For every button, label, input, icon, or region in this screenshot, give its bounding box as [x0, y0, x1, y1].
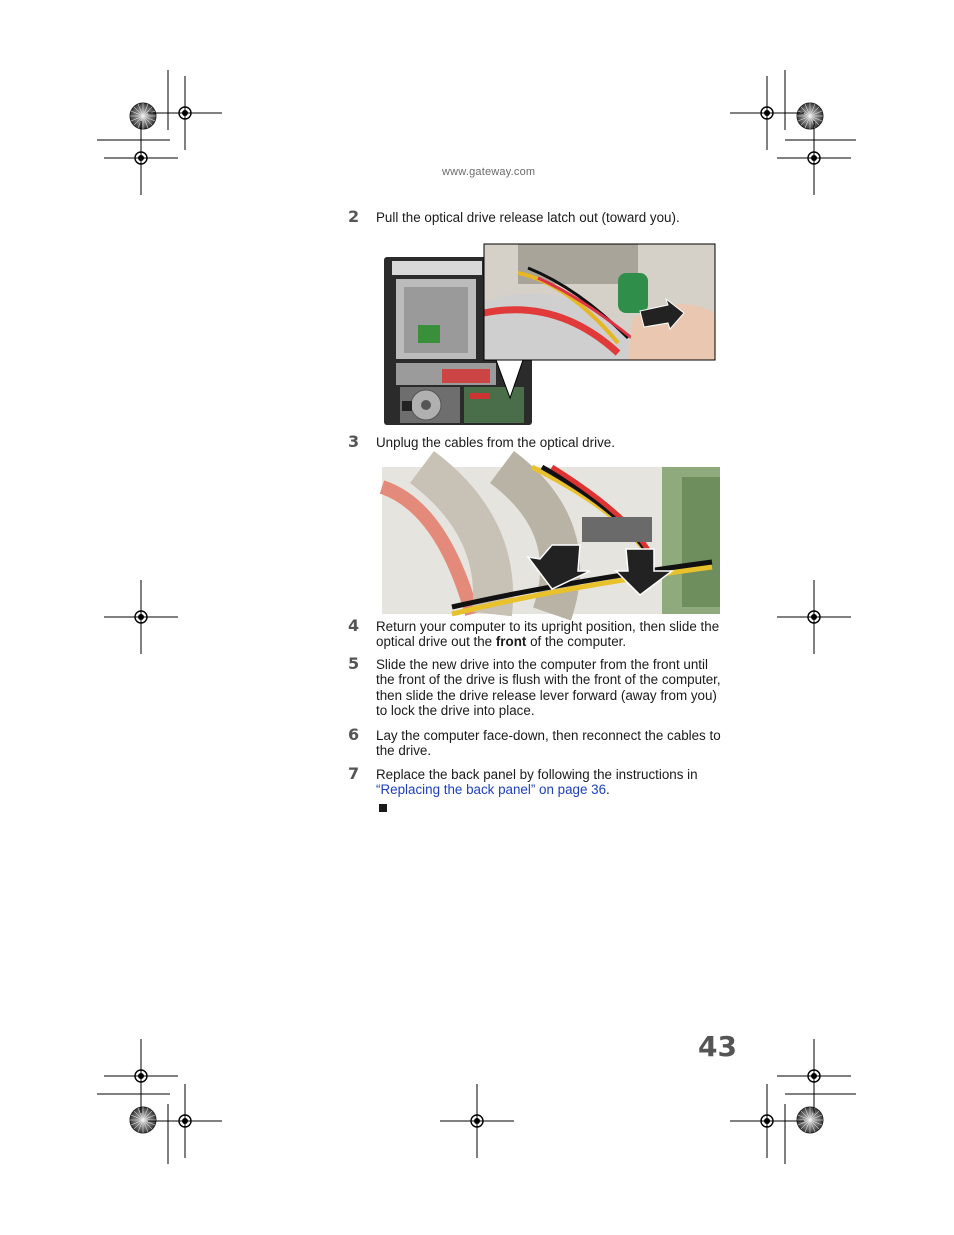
crosshair-mark	[730, 76, 804, 150]
crosshair-mark	[777, 580, 851, 654]
crosshair-mark	[104, 121, 178, 195]
crosshair-mark	[730, 1084, 804, 1158]
step-text: Replace the back panel by following the instructions in “Replacing the back panel” on page 36.	[376, 767, 698, 798]
step-text: Lay the computer face-down, then reconnect the cables to the drive.	[376, 728, 721, 759]
bold-word: front	[495, 634, 527, 650]
crosshair-mark	[777, 1039, 851, 1113]
crosshair-mark	[104, 1039, 178, 1113]
crosshair-mark	[148, 1084, 222, 1158]
crosshair-mark	[777, 121, 851, 195]
step-number: 5	[348, 654, 360, 673]
step-text: Pull the optical drive release latch out (toward you).	[376, 210, 680, 225]
step-number: 2	[348, 207, 360, 226]
step-text: Slide the new drive into the computer from the front until the front of the drive is flush with the front of the computer, then slide the drive release lever forward (away from you) to lock the drive into place.	[376, 657, 721, 719]
replacing-back-panel-link[interactable]: “Replacing the back panel” on page 36	[376, 782, 607, 798]
crosshair-mark	[104, 580, 178, 654]
end-of-section-marker	[379, 804, 387, 812]
crosshair-mark	[440, 1084, 514, 1158]
step-number: 3	[348, 432, 360, 451]
photo-unplug-cables	[382, 467, 720, 614]
photo-release-latch	[378, 243, 718, 428]
step-text: Unplug the cables from the optical drive.	[376, 435, 615, 450]
step-text: Return your computer to its upright position, then slide the optical drive out the front of the computer.	[376, 619, 720, 650]
step-number: 7	[348, 764, 360, 783]
step-number: 4	[348, 616, 360, 635]
disc-mark	[130, 103, 156, 129]
crosshair-mark	[148, 76, 222, 150]
step-number: 6	[348, 725, 360, 744]
header-url: www.gateway.com	[442, 166, 536, 178]
disc-mark	[130, 1107, 156, 1133]
disc-mark	[797, 1107, 823, 1133]
page-number: 43	[698, 1030, 737, 1063]
disc-mark	[797, 103, 823, 129]
